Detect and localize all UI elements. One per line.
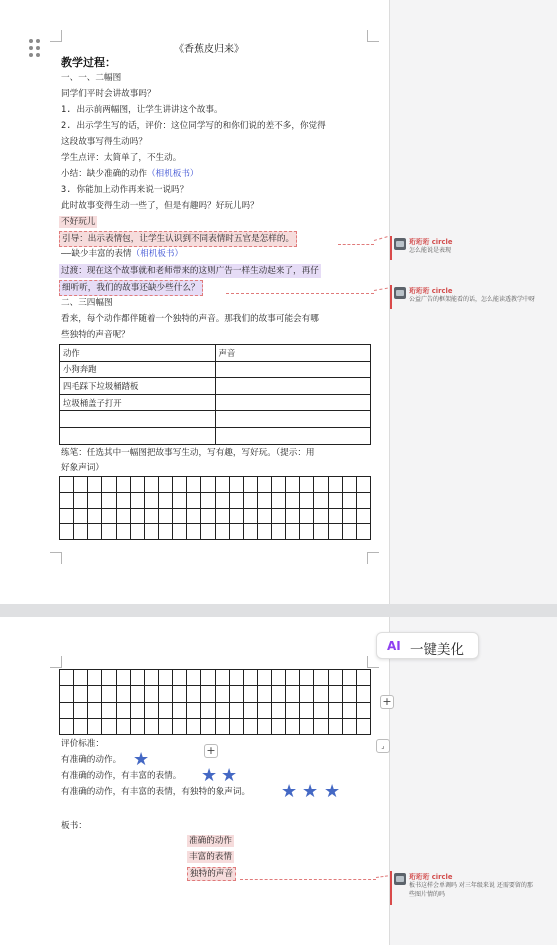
table-cell[interactable]: 垃圾桶盖子打开 <box>60 394 216 411</box>
resize-handle-icon[interactable]: ⌟ <box>376 739 390 753</box>
commented-text[interactable]: 引导：出示表情包，让学生认识到不同表情时五官是怎样的。 <box>59 231 297 247</box>
paragraph-xiaojie <box>61 168 199 180</box>
grid-cell[interactable] <box>131 509 145 525</box>
table-cell[interactable] <box>60 411 216 428</box>
star-icon: ★ <box>133 749 150 770</box>
grid-cell[interactable] <box>286 719 300 735</box>
grid-cell[interactable] <box>187 686 201 702</box>
comment-leader-line <box>240 879 376 880</box>
grid-cell[interactable] <box>173 477 187 493</box>
grid-cell[interactable] <box>357 509 371 525</box>
grid-cell[interactable] <box>329 670 343 686</box>
star-icon: ★ <box>201 765 218 786</box>
commented-text[interactable]: 独特的声音 <box>187 867 236 881</box>
xiaojie-text: 小结：缺少准确的动作 <box>61 169 147 179</box>
grid-cell[interactable] <box>145 493 159 509</box>
criteria-item: 有准确的动作，有丰富的表情。 <box>61 771 182 781</box>
grid-cell[interactable] <box>300 477 314 493</box>
grid-cell[interactable] <box>230 524 244 540</box>
grid-cell[interactable] <box>159 719 173 735</box>
grid-cell[interactable] <box>314 703 328 719</box>
grid-cell[interactable] <box>244 719 258 735</box>
comment-text: 板书这样会单调吗 对三年级来说 还需要留的那 <box>409 882 533 889</box>
grid-cell[interactable] <box>357 703 371 719</box>
paragraph: 评价标准： <box>61 739 104 749</box>
grid-cell[interactable] <box>74 670 88 686</box>
grid-cell[interactable] <box>286 524 300 540</box>
grid-cell[interactable] <box>286 670 300 686</box>
comment-author: 珩珩珩 circle <box>409 873 453 881</box>
grid-cell[interactable] <box>60 703 74 719</box>
grid-cell[interactable] <box>258 719 272 735</box>
grid-cell[interactable] <box>314 670 328 686</box>
grid-cell[interactable] <box>131 686 145 702</box>
grid-cell[interactable] <box>357 719 371 735</box>
grid-cell[interactable] <box>201 703 215 719</box>
grid-cell[interactable] <box>60 509 74 525</box>
board-item[interactable]: 准确的动作 <box>189 836 232 846</box>
grid-cell[interactable] <box>145 670 159 686</box>
comment-bar <box>390 871 392 905</box>
grid-cell[interactable] <box>286 477 300 493</box>
grid-cell[interactable] <box>74 686 88 702</box>
grid-cell[interactable] <box>60 719 74 735</box>
grid-cell[interactable] <box>201 509 215 525</box>
paragraph: 二、三四幅图 <box>61 298 113 308</box>
grid-cell[interactable] <box>244 493 258 509</box>
grid-cell[interactable] <box>258 703 272 719</box>
crop-mark <box>50 656 62 668</box>
grid-cell[interactable] <box>131 719 145 735</box>
grid-cell[interactable] <box>60 477 74 493</box>
comment-card[interactable] <box>390 236 556 260</box>
grid-cell[interactable] <box>88 509 102 525</box>
commented-text[interactable]: 细听听，我们的故事还缺少些什么？ <box>59 280 203 296</box>
grid-cell[interactable] <box>216 686 230 702</box>
board-item[interactable]: 丰富的表情 <box>189 852 232 862</box>
grid-cell[interactable] <box>201 493 215 509</box>
grid-cell[interactable] <box>187 719 201 735</box>
grid-cell[interactable] <box>216 493 230 509</box>
grid-cell[interactable] <box>343 686 357 702</box>
crop-mark <box>50 30 62 42</box>
grid-cell[interactable] <box>216 509 230 525</box>
table-cell[interactable] <box>215 378 371 395</box>
grid-cell[interactable] <box>102 509 116 525</box>
grid-cell[interactable] <box>230 686 244 702</box>
grid-cell[interactable] <box>88 524 102 540</box>
paragraph: 一、一、二幅图 <box>61 73 122 83</box>
grid-cell[interactable] <box>159 493 173 509</box>
grid-cell[interactable] <box>314 509 328 525</box>
grid-cell[interactable] <box>216 703 230 719</box>
grid-cell[interactable] <box>230 509 244 525</box>
grid-cell[interactable] <box>357 477 371 493</box>
grid-cell[interactable] <box>102 493 116 509</box>
grid-cell[interactable] <box>314 524 328 540</box>
comment-text: 些图片情的吗 <box>409 891 446 898</box>
grid-cell[interactable] <box>272 509 286 525</box>
grid-cell[interactable] <box>173 670 187 686</box>
criteria-item: 有准确的动作。 <box>61 755 122 765</box>
grid-cell[interactable] <box>300 719 314 735</box>
grid-cell[interactable] <box>216 524 230 540</box>
table-cell[interactable] <box>215 394 371 411</box>
grid-cell[interactable] <box>173 686 187 702</box>
crop-mark <box>367 656 379 668</box>
writing-grid[interactable] <box>59 669 371 735</box>
grid-cell[interactable] <box>102 719 116 735</box>
grid-cell[interactable] <box>187 524 201 540</box>
grid-cell[interactable] <box>357 686 371 702</box>
grid-cell[interactable] <box>159 524 173 540</box>
grid-cell[interactable] <box>244 477 258 493</box>
grid-cell[interactable] <box>74 509 88 525</box>
paragraph: 3. 你能加上动作再来说一说吗？ <box>61 185 189 195</box>
grid-cell[interactable] <box>201 686 215 702</box>
grid-cell[interactable] <box>357 524 371 540</box>
crop-mark <box>367 552 379 564</box>
ai-icon: AI <box>387 639 401 653</box>
grid-cell[interactable] <box>329 509 343 525</box>
paragraph: 板书： <box>61 821 87 831</box>
grid-cell[interactable] <box>74 493 88 509</box>
paragraph: 同学们平时会讲故事吗？ <box>61 89 156 99</box>
star-icon: ★ <box>221 765 238 786</box>
board-note: （相机板书） <box>146 169 199 179</box>
table-cell[interactable] <box>215 427 371 444</box>
grid-cell[interactable] <box>244 524 258 540</box>
criteria-item: 有准确的动作，有丰富的表情，有独特的象声词。 <box>61 787 251 797</box>
grid-cell[interactable] <box>343 524 357 540</box>
grid-cell[interactable] <box>201 524 215 540</box>
paragraph: 看来，每个动作都伴随着一个独特的声音。那我们的故事可能会有哪 <box>61 314 319 324</box>
table-cell[interactable]: 小狗奔跑 <box>60 361 216 378</box>
paragraph: 此时故事变得生动一些了，但是有趣吗？好玩儿吗？ <box>61 201 259 211</box>
grid-cell[interactable] <box>102 703 116 719</box>
grid-cell[interactable] <box>230 703 244 719</box>
grid-cell[interactable] <box>329 493 343 509</box>
grid-cell[interactable] <box>272 493 286 509</box>
grid-cell[interactable] <box>102 524 116 540</box>
grid-cell[interactable] <box>329 686 343 702</box>
highlight-text[interactable]: 不好玩儿 <box>61 217 96 227</box>
grid-cell[interactable] <box>272 686 286 702</box>
grid-cell[interactable] <box>131 703 145 719</box>
grid-cell[interactable] <box>159 686 173 702</box>
grid-cell[interactable] <box>230 670 244 686</box>
grid-cell[interactable] <box>173 509 187 525</box>
document-page-2[interactable] <box>0 617 389 945</box>
grid-cell[interactable] <box>230 477 244 493</box>
board-note: （相机板书） <box>131 249 184 259</box>
grid-cell[interactable] <box>159 670 173 686</box>
comment-card[interactable] <box>390 285 556 309</box>
paragraph-biaoqing <box>61 248 183 260</box>
grid-cell[interactable] <box>343 719 357 735</box>
grid-cell[interactable] <box>60 493 74 509</box>
crop-mark <box>367 30 379 42</box>
grid-cell[interactable] <box>159 703 173 719</box>
grid-cell[interactable] <box>88 477 102 493</box>
paragraph: 这段故事写得生动吗？ <box>61 137 147 147</box>
grid-cell[interactable] <box>74 719 88 735</box>
grid-cell[interactable] <box>230 493 244 509</box>
table-cell[interactable] <box>60 427 216 444</box>
grid-cell[interactable] <box>60 524 74 540</box>
star-icon: ★ <box>281 781 298 802</box>
grid-cell[interactable] <box>74 477 88 493</box>
comment-bar <box>390 285 392 309</box>
grid-cell[interactable] <box>300 509 314 525</box>
grid-cell[interactable] <box>216 719 230 735</box>
grid-cell[interactable] <box>314 477 328 493</box>
grid-cell[interactable] <box>102 477 116 493</box>
doc-title: 《香蕉皮归来》 <box>174 44 244 55</box>
document-page-1[interactable] <box>0 0 389 604</box>
grid-cell[interactable] <box>117 477 131 493</box>
ai-beautify-button[interactable] <box>376 632 479 659</box>
star-icon: ★ <box>324 781 341 802</box>
grid-cell[interactable] <box>74 703 88 719</box>
grid-cell[interactable] <box>286 703 300 719</box>
grid-cell[interactable] <box>117 524 131 540</box>
crop-mark <box>50 552 62 564</box>
grid-cell[interactable] <box>187 509 201 525</box>
table-cell[interactable]: 四毛踩下垃圾桶踏板 <box>60 378 216 395</box>
grid-cell[interactable] <box>272 703 286 719</box>
table-header: 动作 <box>60 345 216 362</box>
grid-cell[interactable] <box>88 493 102 509</box>
star-icon: ★ <box>302 781 319 802</box>
drag-handle-icon[interactable] <box>29 39 41 57</box>
grid-cell[interactable] <box>314 493 328 509</box>
grid-cell[interactable] <box>300 524 314 540</box>
grid-cell[interactable] <box>102 686 116 702</box>
grid-cell[interactable] <box>60 686 74 702</box>
grid-cell[interactable] <box>343 477 357 493</box>
grid-cell[interactable] <box>272 524 286 540</box>
grid-cell[interactable] <box>258 524 272 540</box>
grid-cell[interactable] <box>159 477 173 493</box>
grid-cell[interactable] <box>145 686 159 702</box>
grid-cell[interactable] <box>300 703 314 719</box>
paragraph: 学生点评：太简单了，不生动。 <box>61 153 182 163</box>
grid-cell[interactable] <box>131 477 145 493</box>
avatar <box>394 287 406 299</box>
grid-cell[interactable] <box>314 686 328 702</box>
grid-cell[interactable] <box>201 670 215 686</box>
add-button[interactable]: + <box>380 695 394 709</box>
grid-cell[interactable] <box>173 524 187 540</box>
grid-cell[interactable] <box>258 477 272 493</box>
paragraph: 练笔：任选其中一幅图把故事写生动，写有趣，写好玩。（提示：用 <box>61 448 315 458</box>
comment-leader-line <box>226 293 374 294</box>
grid-cell[interactable] <box>117 719 131 735</box>
grid-cell[interactable] <box>300 670 314 686</box>
section-heading: 教学过程： <box>61 56 116 69</box>
grid-cell[interactable] <box>272 477 286 493</box>
grid-cell[interactable] <box>329 719 343 735</box>
commented-text[interactable]: 过渡：现在这个故事就和老师带来的这则广告一样生动起来了，再仔 <box>61 266 319 276</box>
grid-cell[interactable] <box>88 670 102 686</box>
action-sound-table[interactable] <box>59 344 371 445</box>
comment-card[interactable] <box>390 871 556 905</box>
grid-cell[interactable] <box>258 493 272 509</box>
comment-author: 珩珩珩 circle <box>409 287 453 295</box>
comment-text: 怎么能说是表现 <box>409 247 452 254</box>
grid-cell[interactable] <box>88 703 102 719</box>
grid-cell[interactable] <box>329 477 343 493</box>
grid-cell[interactable] <box>145 509 159 525</box>
comment-leader-line <box>338 244 374 245</box>
grid-cell[interactable] <box>74 524 88 540</box>
avatar <box>394 873 406 885</box>
grid-cell[interactable] <box>343 670 357 686</box>
grid-cell[interactable] <box>117 509 131 525</box>
grid-cell[interactable] <box>117 493 131 509</box>
grid-cell[interactable] <box>286 493 300 509</box>
paragraph: 1. 出示前两幅图，让学生讲讲这个故事。 <box>61 105 223 115</box>
grid-cell[interactable] <box>187 670 201 686</box>
grid-cell[interactable] <box>216 670 230 686</box>
grid-cell[interactable] <box>272 719 286 735</box>
grid-cell[interactable] <box>117 703 131 719</box>
grid-cell[interactable] <box>244 686 258 702</box>
grid-cell[interactable] <box>343 703 357 719</box>
comment-author: 珩珩珩 circle <box>409 238 453 246</box>
grid-cell[interactable] <box>173 493 187 509</box>
grid-cell[interactable] <box>357 493 371 509</box>
grid-cell[interactable] <box>131 670 145 686</box>
writing-grid[interactable] <box>59 476 371 540</box>
grid-cell[interactable] <box>88 719 102 735</box>
grid-cell[interactable] <box>187 703 201 719</box>
grid-cell[interactable] <box>187 493 201 509</box>
grid-cell[interactable] <box>131 524 145 540</box>
grid-cell[interactable] <box>60 670 74 686</box>
grid-cell[interactable] <box>173 703 187 719</box>
grid-cell[interactable] <box>357 670 371 686</box>
grid-cell[interactable] <box>131 493 145 509</box>
grid-cell[interactable] <box>258 670 272 686</box>
grid-cell[interactable] <box>314 719 328 735</box>
grid-cell[interactable] <box>329 524 343 540</box>
grid-cell[interactable] <box>343 509 357 525</box>
grid-cell[interactable] <box>201 719 215 735</box>
grid-cell[interactable] <box>230 719 244 735</box>
grid-cell[interactable] <box>145 477 159 493</box>
grid-cell[interactable] <box>102 670 116 686</box>
paragraph: 2. 出示学生写的话，评价：这位同学写的和你们说的差不多，你觉得 <box>61 121 326 131</box>
paragraph: 好象声词） <box>61 463 104 473</box>
grid-cell[interactable] <box>329 703 343 719</box>
comment-text: 公益广告的框架能看的话，怎么能读透教学中呀 <box>409 296 536 303</box>
grid-cell[interactable] <box>272 670 286 686</box>
grid-cell[interactable] <box>88 686 102 702</box>
grid-cell[interactable] <box>117 686 131 702</box>
table-cell[interactable] <box>215 411 371 428</box>
grid-cell[interactable] <box>159 509 173 525</box>
grid-cell[interactable] <box>300 493 314 509</box>
grid-cell[interactable] <box>145 719 159 735</box>
avatar <box>394 238 406 250</box>
grid-cell[interactable] <box>258 509 272 525</box>
grid-cell[interactable] <box>117 670 131 686</box>
grid-cell[interactable] <box>216 477 230 493</box>
grid-cell[interactable] <box>244 670 258 686</box>
grid-cell[interactable] <box>300 686 314 702</box>
grid-cell[interactable] <box>201 477 215 493</box>
grid-cell[interactable] <box>286 686 300 702</box>
grid-cell[interactable] <box>145 524 159 540</box>
comment-bar <box>390 236 392 260</box>
grid-cell[interactable] <box>286 509 300 525</box>
grid-cell[interactable] <box>187 477 201 493</box>
grid-cell[interactable] <box>258 686 272 702</box>
table-cell[interactable] <box>215 361 371 378</box>
table-header: 声音 <box>215 345 371 362</box>
grid-cell[interactable] <box>244 703 258 719</box>
grid-cell[interactable] <box>145 703 159 719</box>
paragraph: 些独特的声音呢？ <box>61 330 130 340</box>
grid-cell[interactable] <box>343 493 357 509</box>
page-gap <box>0 604 557 617</box>
grid-cell[interactable] <box>244 509 258 525</box>
grid-cell[interactable] <box>173 719 187 735</box>
insert-button[interactable]: + <box>204 744 218 758</box>
biaoqing-text: ——缺少丰富的表情 <box>61 249 132 259</box>
ai-beautify-label: 一键美化 <box>410 642 464 658</box>
